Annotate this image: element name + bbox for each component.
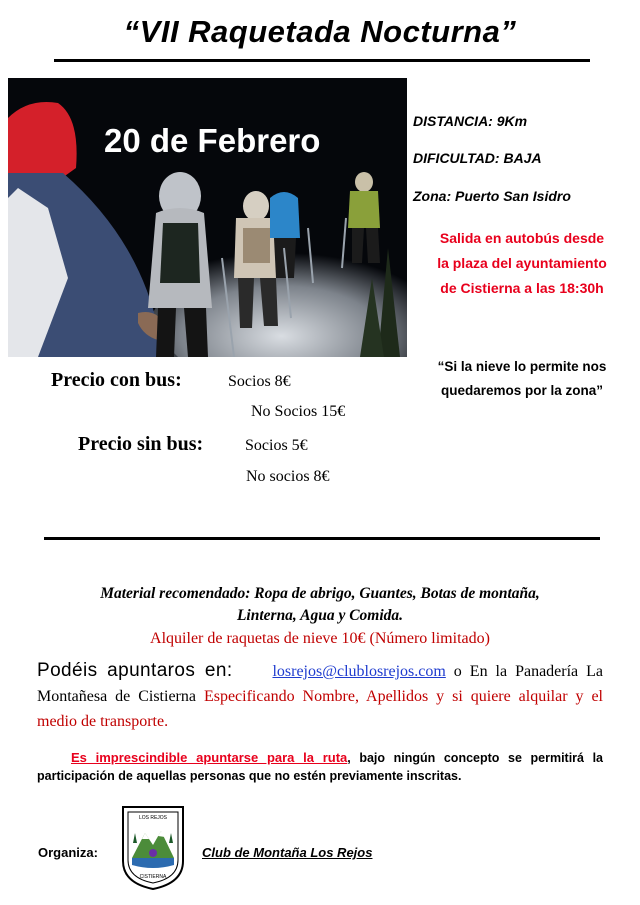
- logo-top-text: LOS REJOS: [138, 815, 168, 821]
- difficulty-text: DIFICULTAD: BAJA: [413, 150, 542, 166]
- club-shield-icon: [120, 803, 186, 891]
- distance-text: DISTANCIA: 9Km: [413, 113, 528, 129]
- snow-note-line: “Si la nieve lo permite nos: [437, 359, 607, 374]
- bus-departure-line: la plaza del ayuntamiento: [437, 255, 607, 271]
- material-line: Linterna, Agua y Comida.: [236, 607, 404, 624]
- price-without-bus-label: Precio sin bus:: [78, 433, 204, 455]
- snowshoe-rental: Alquiler de raquetas de nieve 10€ (Número limitado): [150, 630, 490, 647]
- material-line: Material recomendado: Ropa de abrigo, Guantes, Botas de montaña,: [100, 585, 540, 602]
- bus-departure-line: Salida en autobús desde: [439, 230, 605, 246]
- club-name: Club de Montaña Los Rejos: [202, 845, 373, 860]
- signup-lead: Podéis apuntaros en:: [37, 660, 233, 681]
- price-with-bus-members: Socios 8€: [228, 373, 291, 390]
- section-divider: [44, 537, 600, 540]
- registration-notice: [37, 749, 603, 785]
- notice-rest: , bajo ningún concepto se permitirá la participación de aquellas personas que no estén previamente inscritas.: [37, 751, 603, 783]
- signup-paragraph: [37, 658, 603, 734]
- zone-text: Zona: Puerto San Isidro: [413, 188, 571, 204]
- signup-requirements: Especificando Nombre, Apellidos y si quiere alquilar y el medio de transporte.: [37, 688, 604, 730]
- price-with-bus-label: Precio con bus:: [51, 369, 182, 391]
- price-without-bus-non-members: No socios 8€: [246, 468, 330, 485]
- title-underline: [54, 59, 590, 62]
- bus-departure-line: de Cistierna a las 18:30h: [440, 280, 604, 296]
- club-logo: [120, 803, 186, 891]
- hikers-illustration: [8, 78, 407, 357]
- bus-departure-info: [411, 226, 633, 301]
- recommended-material: [30, 583, 610, 627]
- notice-required: Es imprescindible apuntarse para la ruta: [71, 750, 348, 765]
- signup-email-link[interactable]: losrejos@clublosrejos.com: [272, 663, 446, 680]
- logo-bottom-text: CISTIERNA: [139, 874, 167, 880]
- snow-note-line: quedaremos por la zona”: [440, 383, 604, 398]
- organizer-label: Organiza:: [38, 845, 98, 860]
- signup-middle: o En la Panadería La Montañesa de Cistierna: [37, 663, 604, 705]
- night-hike-photo: [8, 78, 407, 357]
- price-with-bus-non-members: No Socios 15€: [251, 403, 346, 420]
- price-without-bus-members: Socios 5€: [245, 437, 308, 454]
- event-date: 20 de Febrero: [104, 122, 321, 159]
- page-title: “VII Raquetada Nocturna”: [123, 14, 517, 49]
- snow-note: [411, 355, 633, 403]
